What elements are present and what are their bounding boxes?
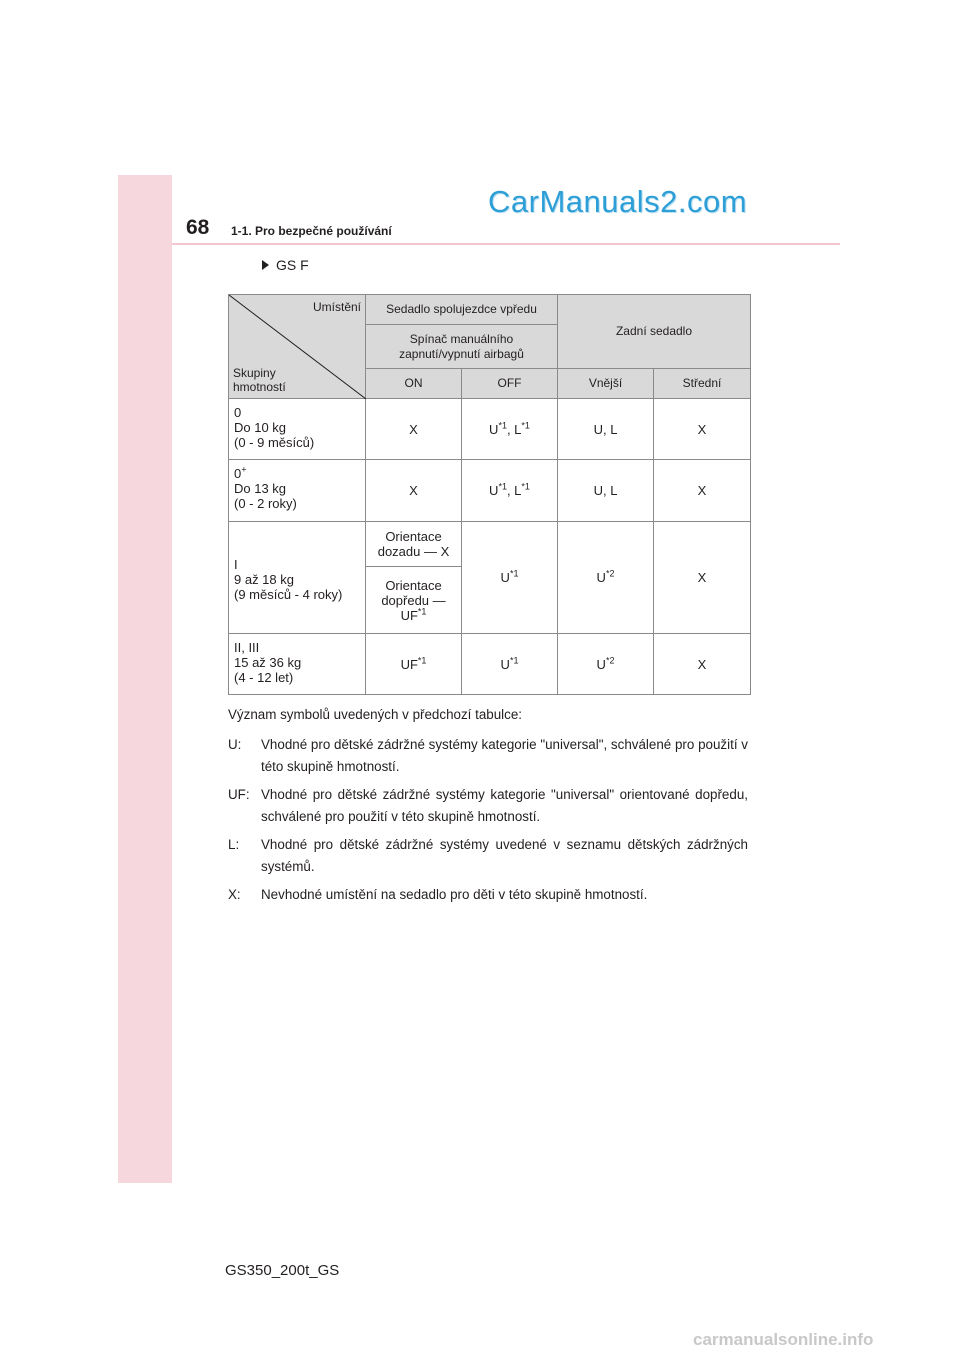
legend-text: Vhodné pro dětské zádržné systémy kategorie "universal", schválené pro použití v této skupině hmotností. [261,737,748,774]
group-name: II, III [234,640,260,655]
watermark-logo: CarManuals2.com [488,184,748,219]
group-weight: Do 10 kg [234,420,287,435]
corner-groups-line2: hmotností [233,380,286,394]
cell-outer: U, L [558,460,654,522]
col-on-header: ON [366,369,462,399]
legend-item [228,834,748,878]
side-tab-strip [118,175,172,1183]
model-heading-text: GS F [276,257,309,273]
table-row [229,634,751,695]
watermark-footer: carmanualsonline.info [693,1330,874,1349]
legend-item [228,734,748,778]
legend-text: Vhodné pro dětské zádržné systémy uvedené v seznamu dětských zádržných systémů. [261,837,748,874]
row-group-label [229,634,366,695]
cell-off: $U^{*1}$ [462,522,558,634]
cell-center: X [654,399,751,460]
legend-text: Vhodné pro dětské zádržné systémy kategorie "universal" orientované dopředu, schválené pro použití v této skupině hmotností. [261,787,748,824]
front-seat-header: Sedadlo spolujezdce vpředu [366,295,558,325]
cell-on: X [366,460,462,522]
legend-item [228,784,748,828]
group-name: I [234,556,238,572]
corner-groups-line1: Skupiny [233,366,276,380]
cell-off: $U^{*1}$ [462,634,558,695]
legend-item [228,884,748,906]
model-heading [262,257,309,273]
corner-weight-groups-label [233,366,286,394]
rear-seat-header: Zadní sedadlo [558,295,751,369]
table-row [229,399,751,460]
table-corner-cell [229,295,366,399]
group-age: (4 - 12 let) [234,670,294,685]
legend-key: UF: [228,787,250,802]
row-group-label: 0+ Do 13 kg (0 - 2 roky) [229,460,366,522]
cell-on-forward: Orientace dopředu — UF$^{*1}$ [366,567,462,634]
cell-outer: $U^{*2}$ [558,522,654,634]
section-title: 1-1. Pro bezpečné používání [231,224,392,238]
cell-off: $U^{*1}$, $L^{*1}$ [462,399,558,460]
triangle-bullet-icon [262,260,269,270]
cell-on-rearward: Orientace dozadu — X [366,522,462,567]
group-name: 0 [234,466,242,481]
table-row [229,460,751,522]
cell-center: X [654,634,751,695]
cell-on: X [366,399,462,460]
group-age: (9 měsíců - 4 roky) [234,586,343,602]
group-weight: Do 13 kg [234,481,287,496]
cell-center: X [654,522,751,634]
legend-text: Nevhodné umístění na sedadlo pro děti v této skupině hmotností. [261,887,648,902]
group-age: (0 - 2 roky) [234,496,297,511]
table-row [229,522,751,567]
row-group-label [229,522,366,634]
legend-intro: Význam symbolů uvedených v předchozí tabulce: [228,707,523,722]
airbag-switch-header: Spínač manuálního zapnutí/vypnutí airbagů [366,325,558,369]
col-outer-header: Vnější [558,369,654,399]
cell-outer: U, L [558,399,654,460]
footer-model-code: GS350_200t_GS [225,1262,340,1279]
col-center-header: Střední [654,369,751,399]
group-weight: 9 až 18 kg [234,571,294,587]
group-name: 0 [234,405,242,420]
cell-center: X [654,460,751,522]
legend-key: U: [228,737,242,752]
child-seat-table [228,294,751,695]
cell-on: UF$^{*1}$ [366,634,462,695]
corner-placement-label: Umístění [312,300,361,314]
legend-key: X: [228,887,241,902]
symbol-legend [228,704,748,912]
header-divider [172,243,840,245]
cell-off: $U^{*1}$, $L^{*1}$ [462,460,558,522]
group-weight: 15 až 36 kg [234,655,302,670]
col-off-header: OFF [462,369,558,399]
group-age: (0 - 9 měsíců) [234,435,315,450]
page-number: 68 [186,216,210,239]
cell-outer: $U^{*2}$ [558,634,654,695]
legend-key: L: [228,837,240,852]
row-group-label [229,399,366,460]
